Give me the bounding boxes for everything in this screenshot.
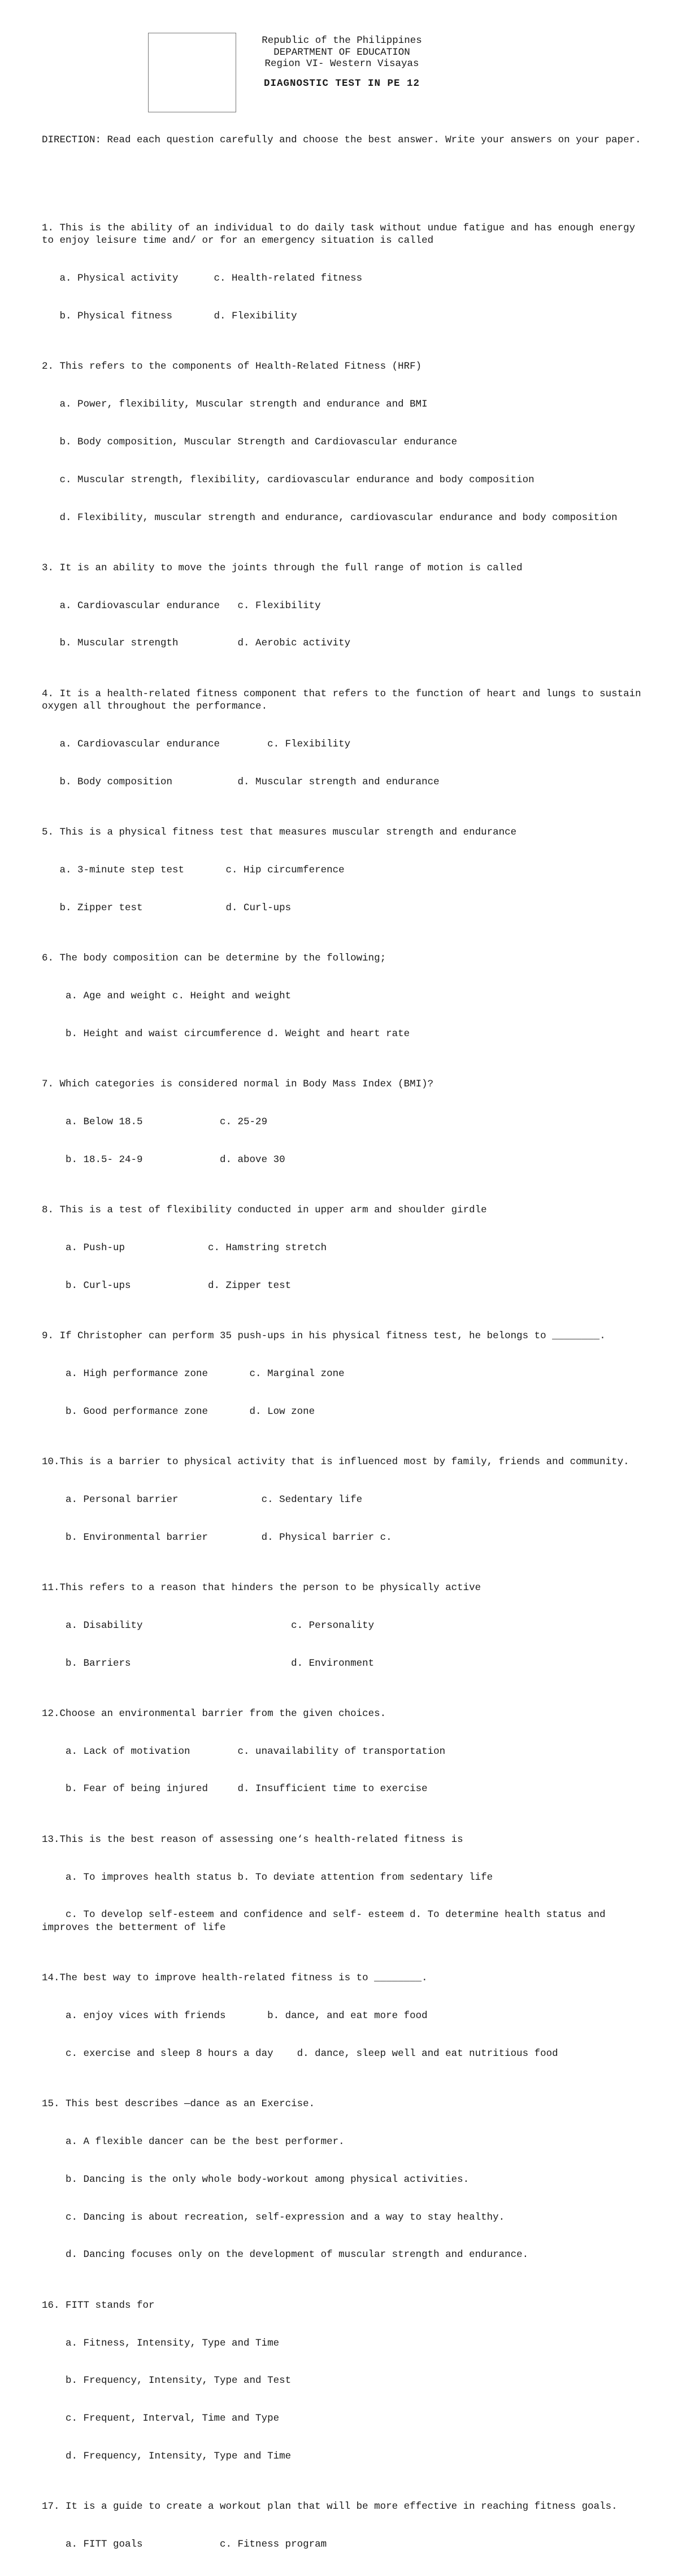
choices-11a: a. Disability c. Personality [42, 1619, 375, 1631]
choices-17a: a. FITT goals c. Fitness program [42, 2539, 327, 2551]
question-13: 13.This is the best reason of assessing one‘s health-related fitness is [42, 1833, 463, 1845]
direction: DIRECTION: Read each question carefully and choose the best answer. Write your answers on your paper. [42, 134, 641, 146]
question-17: 17. It is a guide to create a workout plan that will be more effective in reaching fitness goals. [42, 2501, 618, 2513]
choice-2a: a. Power, flexibility, Muscular strength and endurance and BMI [42, 398, 428, 410]
choices-6b: b. Height and waist circumference d. Weight and heart rate [42, 1028, 410, 1040]
choices-12a: a. Lack of motivation c. unavailability of transportation [42, 1745, 446, 1757]
question-7: 7. Which categories is considered normal in Body Mass Index (BMI)? [42, 1078, 434, 1090]
question-9-row [42, 1330, 646, 1342]
question-8: 8. This is a test of flexibility conducted in upper arm and shoulder girdle [42, 1204, 487, 1216]
choices-7b: b. 18.5- 24-9 d. above 30 [42, 1154, 285, 1165]
question-14-period: . [421, 1972, 428, 1984]
choices-3b: b. Muscular strength d. Aerobic activity [42, 638, 351, 649]
choices-7a: a. Below 18.5 c. 25-29 [42, 1116, 268, 1128]
choice-2d: d. Flexibility, muscular strength and endurance, cardiovascular endurance and body composition [42, 512, 618, 523]
question-12: 12.Choose an environmental barrier from the given choices. [42, 1708, 386, 1719]
choices-13a: a. To improves health status b. To deviate attention from sedentary life [42, 1871, 493, 1883]
choices-10b: b. Environmental barrier d. Physical barrier c. [42, 1531, 392, 1543]
question-9-period: . [599, 1330, 606, 1342]
choices-6a: a. Age and weight c. Height and weight [42, 990, 292, 1002]
choices-3a: a. Cardiovascular endurance c. Flexibility [42, 600, 321, 612]
choices-10a: a. Personal barrier c. Sedentary life [42, 1494, 363, 1505]
choice-16a: a. Fitness, Intensity, Type and Time [42, 2337, 280, 2349]
choice-15a: a. A flexible dancer can be the best performer. [42, 2136, 345, 2147]
question-3: 3. It is an ability to move the joints through the full range of motion is called [42, 562, 523, 574]
question-14-row [42, 1972, 646, 1984]
question-4: 4. It is a health-related fitness component that refers to the function of heart and lungs to sustain oxygen all throughout the performance. [42, 688, 647, 712]
logo-placeholder [148, 33, 236, 112]
choices-13c: c. To develop self-esteem and confidence and self- esteem d. To determine health status and improves the betterment of life [42, 1909, 612, 1933]
test-title: DIAGNOSTIC TEST IN PE 12 [263, 77, 420, 89]
choices-1b: b. Physical fitness d. Flexibility [42, 310, 297, 322]
question-5: 5. This is a physical fitness test that measures muscular strength and endurance [42, 826, 517, 838]
choices-11b: b. Barriers d. Environment [42, 1657, 375, 1669]
choices-5b: b. Zipper test d. Curl-ups [42, 902, 292, 914]
choices-4b: b. Body composition d. Muscular strength and endurance [42, 776, 440, 788]
choices-1a: a. Physical activity c. Health-related fitness [42, 272, 363, 284]
question-16: 16. FITT stands for [42, 2299, 155, 2311]
choices-9a: a. High performance zone c. Marginal zone [42, 1368, 345, 1379]
question-11: 11.This refers to a reason that hinders the person to be physically active [42, 1582, 481, 1593]
choice-16c: c. Frequent, Interval, Time and Type [42, 2413, 280, 2425]
question-15: 15. This best describes ―dance as an Exercise. [42, 2098, 315, 2110]
choice-15d: d. Dancing focuses only on the development of muscular strength and endurance. [42, 2249, 529, 2261]
region-line: Region VI- Western Visayas [264, 58, 419, 69]
question-2: 2. This refers to the components of Health-Related Fitness (HRF) [42, 360, 422, 372]
question-1: 1. This is the ability of an individual to do daily task without undue fatigue and has enough energy to enjoy leisure time and/ or for an emergency situation is called [42, 222, 641, 246]
question-10: 10.This is a barrier to physical activity that is influenced most by family, friends and community. [42, 1456, 629, 1468]
choice-15c: c. Dancing is about recreation, self-expression and a way to stay healthy. [42, 2211, 505, 2223]
choices-9b: b. Good performance zone d. Low zone [42, 1405, 315, 1417]
answer-blank-14: ________ [374, 1972, 422, 1984]
choices-4a: a. Cardiovascular endurance c. Flexibility [42, 738, 351, 750]
question-6: 6. The body composition can be determine by the following; [42, 952, 386, 964]
choices-14a: a. enjoy vices with friends b. dance, and eat more food [42, 2010, 428, 2021]
choice-16b: b. Frequency, Intensity, Type and Test [42, 2375, 292, 2387]
choices-8b: b. Curl-ups d. Zipper test [42, 1280, 292, 1291]
choice-2c: c. Muscular strength, flexibility, cardiovascular endurance and body composition [42, 474, 534, 486]
republic-line: Republic of the Philippines [262, 35, 422, 46]
choices-14c: c. exercise and sleep 8 hours a day d. dance, sleep well and eat nutritious food [42, 2047, 558, 2059]
choices-5a: a. 3-minute step test c. Hip circumference [42, 864, 345, 876]
choice-2b: b. Body composition, Muscular Strength and Cardiovascular endurance [42, 436, 458, 448]
choices-8a: a. Push-up c. Hamstring stretch [42, 1242, 327, 1254]
department-line: DEPARTMENT OF EDUCATION [273, 46, 410, 58]
choice-16d: d. Frequency, Intensity, Type and Time [42, 2451, 292, 2463]
header [226, 35, 458, 89]
question-14: 14.The best way to improve health-related fitness is to [42, 1972, 368, 1984]
answer-blank-9: ________ [552, 1330, 600, 1342]
choice-15b: b. Dancing is the only whole body-workout among physical activities. [42, 2173, 470, 2185]
test-body [42, 108, 646, 2576]
question-9: 9. If Christopher can perform 35 push-ups in his physical fitness test, he belongs to [42, 1330, 546, 1342]
choices-12b: b. Fear of being injured d. Insufficient time to exercise [42, 1783, 428, 1795]
